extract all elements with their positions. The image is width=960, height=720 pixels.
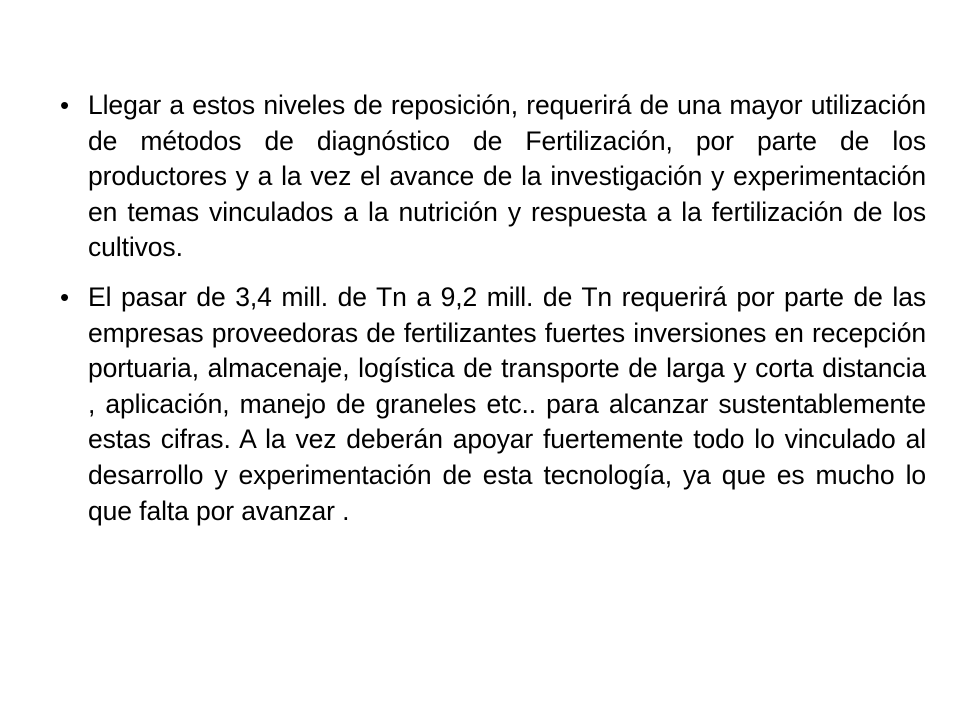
bullet-text-2: El pasar de 3,4 mill. de Tn a 9,2 mill. de Tn requerirá por parte de las empresas proveedoras de fertilizantes fuertes inversiones en recepción portuaria, almacenaje, logística de transporte de larga y corta distancia , aplicación, manejo de graneles etc.. para alcanzar sustentablemente estas cifras. A la vez deberán apoyar fuertemente todo lo vinculado al desarrollo y experimentación de esta tecnología, ya que es mucho lo que falta por avanzar .	[88, 281, 926, 526]
bullet-text-1: Llegar a estos niveles de reposición, requerirá de una mayor utilización de métodos de diagnóstico de Fertilización, por parte de los productores y a la vez el avance de la investigación y experimentación en temas vinculados a la nutrición y respuesta a la fertilización de los cultivos.	[88, 90, 926, 263]
slide-content	[60, 88, 926, 543]
bullet-list	[60, 88, 926, 529]
bullet-item-1	[60, 88, 926, 266]
bullet-icon: •	[60, 281, 70, 312]
bullet-item-2	[60, 280, 926, 529]
bullet-icon: •	[60, 90, 70, 120]
